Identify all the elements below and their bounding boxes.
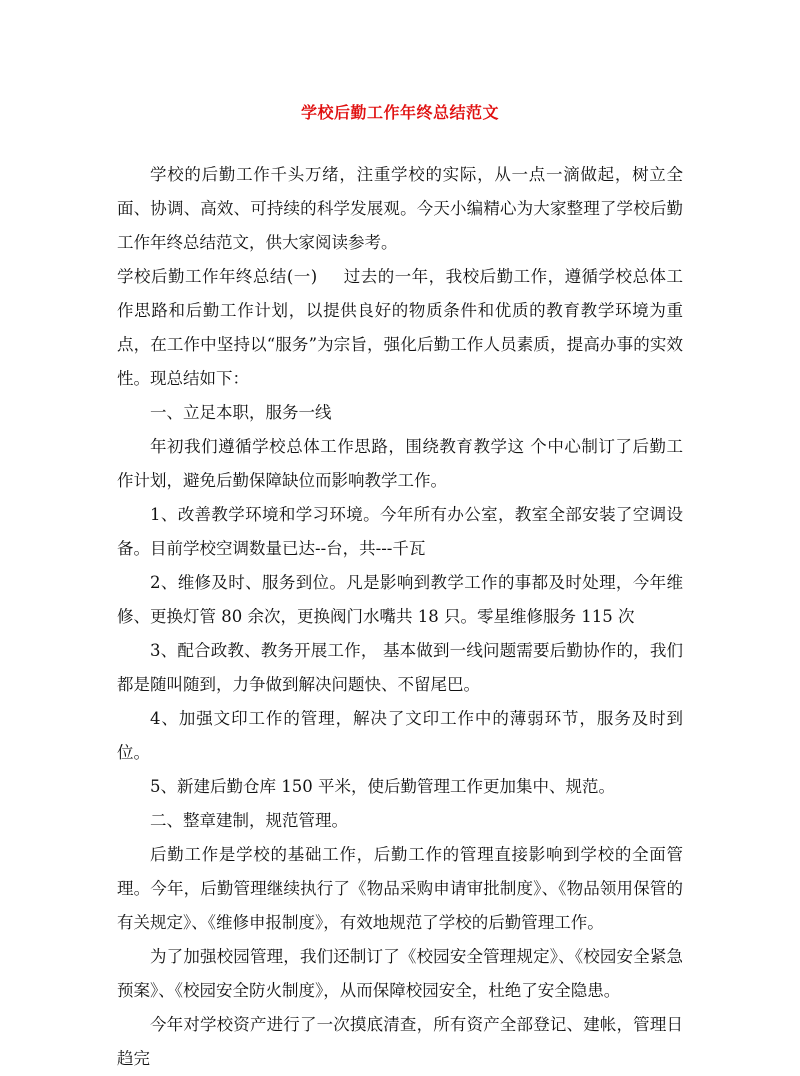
body-paragraph: 后勤工作是学校的基础工作，后勤工作的管理直接影响到学校的全面管理。今年，后勤管理继续执行了《物品采购申请审批制度》、《物品领用保管的有关规定》、《维修申报制度》，有效地规范了学校的后勤管理工作。	[117, 845, 683, 932]
list-item-5: 5、新建后勤仓库 150 平米，使后勤管理工作更加集中、规范。	[150, 777, 615, 796]
list-item-3: 3、配合政教、教务开展工作， 基本做到一线问题需要后勤协作的，我们都是随叫随到，力争做到解决问题快、不留尾巴。	[117, 641, 683, 694]
list-item-2: 2、维修及时、服务到位。凡是影响到教学工作的事都及时处理，今年维修、更换灯管 80 余次，更换阀门水嘴共 18 只。零星维修服务 115 次	[117, 573, 683, 626]
document-title: 学校后勤工作年终总结范文	[300, 103, 499, 122]
intro-paragraph: 学校的后勤工作千头万绪，注重学校的实际，从一点一滴做起，树立全面、协调、高效、可持续的科学发展观。今天小编精心为大家整理了学校后勤工作年终总结范文，供大家阅读参考。	[117, 165, 683, 252]
body-paragraph: 今年对学校资产进行了一次摸底清查，所有资产全部登记、建帐，管理日趋完	[117, 1015, 683, 1068]
subtitle-label: 学校后勤工作年终总结(一)	[117, 267, 318, 286]
section-heading-2: 二、整章建制，规范管理。	[150, 811, 348, 830]
list-item-4: 4、加强文印工作的管理，解决了文印工作中的薄弱环节，服务及时到位。	[117, 709, 683, 762]
body-paragraph: 年初我们遵循学校总体工作思路，围绕教育教学这 个中心制订了后勤工作计划，避免后勤保障缺位而影响教学工作。	[117, 437, 683, 490]
document-body	[117, 158, 683, 1076]
body-paragraph: 为了加强校园管理，我们还制订了《校园安全管理规定》、《校园安全紧急预案》、《校园安全防火制度》，从而保障校园安全，杜绝了安全隐患。	[117, 947, 683, 1000]
section-heading-1: 一、立足本职，服务一线	[150, 403, 332, 422]
list-item-1: 1、改善教学环境和学习环境。今年所有办公室，教室全部安装了空调设备。目前学校空调数量已达--台，共---千瓦	[117, 505, 683, 558]
summary-paragraph: 过去的一年，我校后勤工作，遵循学校总体工作思路和后勤工作计划，以提供良好的物质条件和优质的教育教学环境为重点，在工作中坚持以“服务”为宗旨，强化后勤工作人员素质，提高办事的实效性。现总结如下：	[117, 267, 683, 388]
section-intro-line	[117, 260, 683, 396]
